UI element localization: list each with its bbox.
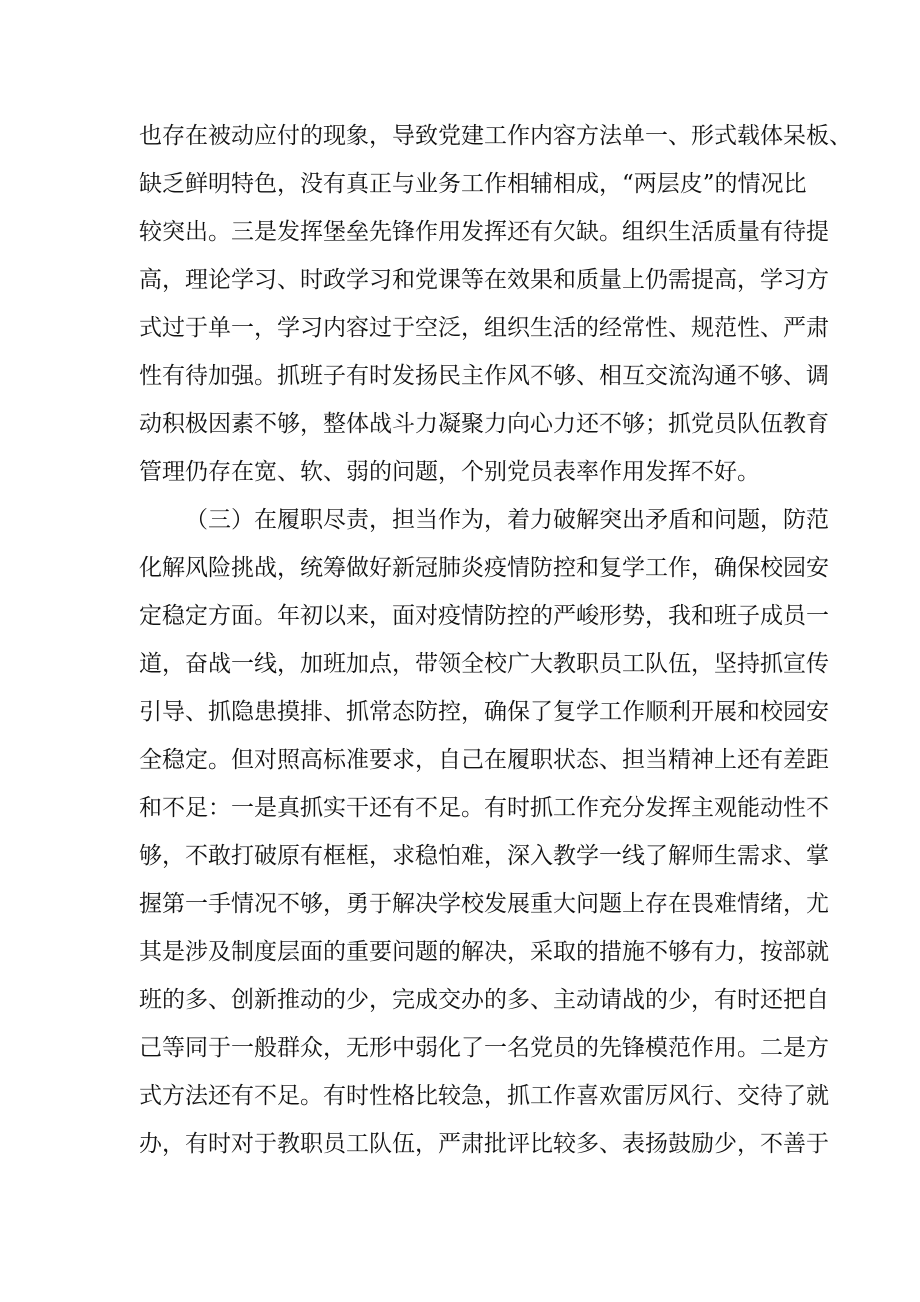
text-line: 缺乏鲜明特色，没有真正与业务工作相辅相成，“两层皮”的情况比 (139, 171, 807, 197)
text-line: 够，不敢打破原有框框，求稳怕难，深入教学一线了解师生需求、掌 (139, 843, 829, 869)
text-line: 较突出。三是发挥堡垒先锋作用发挥还有欠缺。组织生活质量有待提 (139, 219, 829, 245)
text-line: 全稳定。但对照高标准要求，自己在履职状态、担当精神上还有差距 (139, 747, 829, 773)
text-line: 办，有时对于教职员工队伍，严肃批评比较多、表扬鼓励少，不善于 (139, 1131, 829, 1157)
document-body (139, 112, 852, 1168)
text-line: 动积极因素不够，整体战斗力凝聚力向心力还不够；抓党员队伍教育 (139, 411, 829, 437)
text-line: 化解风险挑战，统筹做好新冠肺炎疫情防控和复学工作，确保校园安 (139, 555, 829, 581)
text-line: 道，奋战一线，加班加点，带领全校广大教职员工队伍，坚持抓宣传 (139, 651, 829, 677)
text-line: 性有待加强。抓班子有时发扬民主作风不够、相互交流沟通不够、调 (139, 363, 829, 389)
text-line: 和不足：一是真抓实干还有不足。有时抓工作充分发挥主观能动性不 (139, 795, 829, 821)
paragraph-1 (139, 112, 852, 496)
paragraph-2 (139, 496, 829, 1168)
text-line: 定稳定方面。年初以来，面对疫情防控的严峻形势，我和班子成员一 (139, 603, 829, 629)
text-line: 班的多、创新推动的少，完成交办的多、主动请战的少，有时还把自 (139, 987, 829, 1013)
text-line: 己等同于一般群众，无形中弱化了一名党员的先锋模范作用。二是方 (139, 1035, 829, 1061)
text-line: （三）在履职尽责，担当作为，着力破解突出矛盾和问题，防范 (185, 507, 829, 533)
text-line: 管理仍存在宽、软、弱的问题，个别党员表率作用发挥不好。 (139, 459, 760, 485)
text-line: 其是涉及制度层面的重要问题的解决，采取的措施不够有力，按部就 (139, 939, 829, 965)
text-line: 式过于单一，学习内容过于空泛，组织生活的经常性、规范性、严肃 (139, 315, 829, 341)
text-line: 式方法还有不足。有时性格比较急，抓工作喜欢雷厉风行、交待了就 (139, 1083, 829, 1109)
text-line: 也存在被动应付的现象，导致党建工作内容方法单一、形式载体呆板、 (139, 123, 852, 149)
text-line: 握第一手情况不够，勇于解决学校发展重大问题上存在畏难情绪，尤 (139, 891, 829, 917)
text-line: 高，理论学习、时政学习和党课等在效果和质量上仍需提高，学习方 (139, 267, 829, 293)
text-line: 引导、抓隐患摸排、抓常态防控，确保了复学工作顺利开展和校园安 (139, 699, 829, 725)
